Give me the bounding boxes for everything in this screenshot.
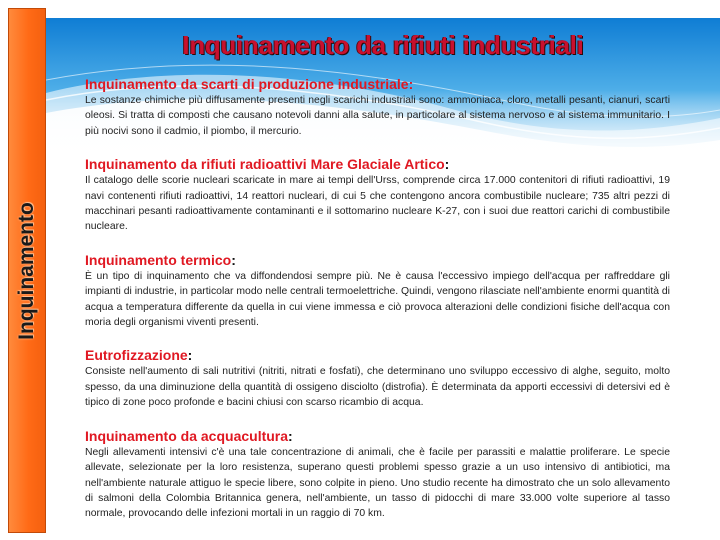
sidebar-panel [8, 8, 46, 533]
section-body: Negli allevamenti intensivi c'è una tale concentrazione di animali, che è facile per parassiti e malattie proliferare. Le specie allevate, selezionate per la loro resistenza, superano questi problemi spesso grazie a un uso intensivo di antibiotici, ma nell'ambiente naturale attiguo le specie libere, sono colpite in pieno. Uno studio recente ha dimostrato che un solo allevamento di salmoni della Colombia Britannica genera, nell'ambiente, un tasso di pidocchi di mare 33.000 volte superiore al tasso normale, provocando delle infezioni mortali in un raggio di 70 km. [85, 446, 670, 520]
section-body: Le sostanze chimiche più diffusamente presenti negli scarichi industriali sono: ammoniaca, cloro, metalli pesanti, cianuri, scarti oleosi. Si tratta di composti che causano notevoli danni alla salute, in particolare al sistema nervoso e al sistema immunitario. I più nocivi sono il cadmio, il piombo, il mercurio. [85, 95, 670, 137]
section-body: È un tipo di inquinamento che va diffondendosi sempre più. Ne è causa l'eccessivo impiego dell'acqua per raffreddare gli impianti di industrie, in particolar modo nelle centrali termoelettriche. Quindi, vengono rilasciate nell'ambiente enormi quantità di acqua a temperatura differente da quella in cui viene immessa e ciò provoca alterazioni delle condizioni fisiche dell'acqua con moria degli organismi viventi presenti. [85, 270, 670, 329]
page-title: Inquinamento da rifiuti industriali [182, 30, 584, 60]
section-acquacultura [85, 428, 670, 522]
section-body: Il catalogo delle scorie nucleari scaricate in mare ai tempi dell'Urss, comprende circa 17.000 contenitori di rifiuti radioattivi, 19 navi contenenti rifiuti radioattivi, 14 reattori nucleari, di cui 5 che contengono ancora combustibile nucleare; 735 altri pezzi di macchinari pesanti radioattivamente contaminanti e il sottomarino nucleare K-27, con i suoi due reattori carichi di combustibile nucleare. [85, 175, 670, 233]
heading-colon: : [444, 156, 450, 173]
sidebar-label: Inquinamento [15, 201, 38, 340]
section-heading [85, 156, 670, 173]
section-body: Consiste nell'aumento di sali nutritivi (nitriti, nitrati e fosfati), che determinano uno sviluppo eccessivo di alghe, seguito, molto spesso, da una diminuzione della quantità di ossigeno disciolto (distrofia). È determinata da apporti eccessivi di detersivi ed è tipico di zone poco profonde e bacini chiusi con scarso ricambio di acqua. [85, 366, 670, 409]
section-heading-text: Inquinamento da rifiuti radioattivi Mare Glaciale Artico [85, 156, 445, 173]
content-area [85, 76, 670, 522]
section-scarti-produzione [85, 76, 670, 139]
heading-colon: : [288, 427, 293, 444]
section-heading [85, 252, 670, 269]
section-rifiuti-radioattivi [85, 156, 670, 235]
section-heading-text: Inquinamento da acquacultura [85, 427, 289, 444]
section-heading-text: Inquinamento da scarti di produzione industriale: [85, 76, 414, 92]
section-heading [85, 428, 670, 445]
section-eutrofizzazione [85, 347, 670, 410]
section-heading-text: Inquinamento termico [85, 251, 232, 268]
heading-colon: : [231, 251, 236, 268]
section-inquinamento-termico [85, 252, 670, 331]
section-heading-text: Eutrofizzazione [85, 347, 188, 364]
section-heading [85, 76, 670, 93]
section-heading [85, 347, 670, 364]
heading-colon: : [187, 347, 193, 364]
